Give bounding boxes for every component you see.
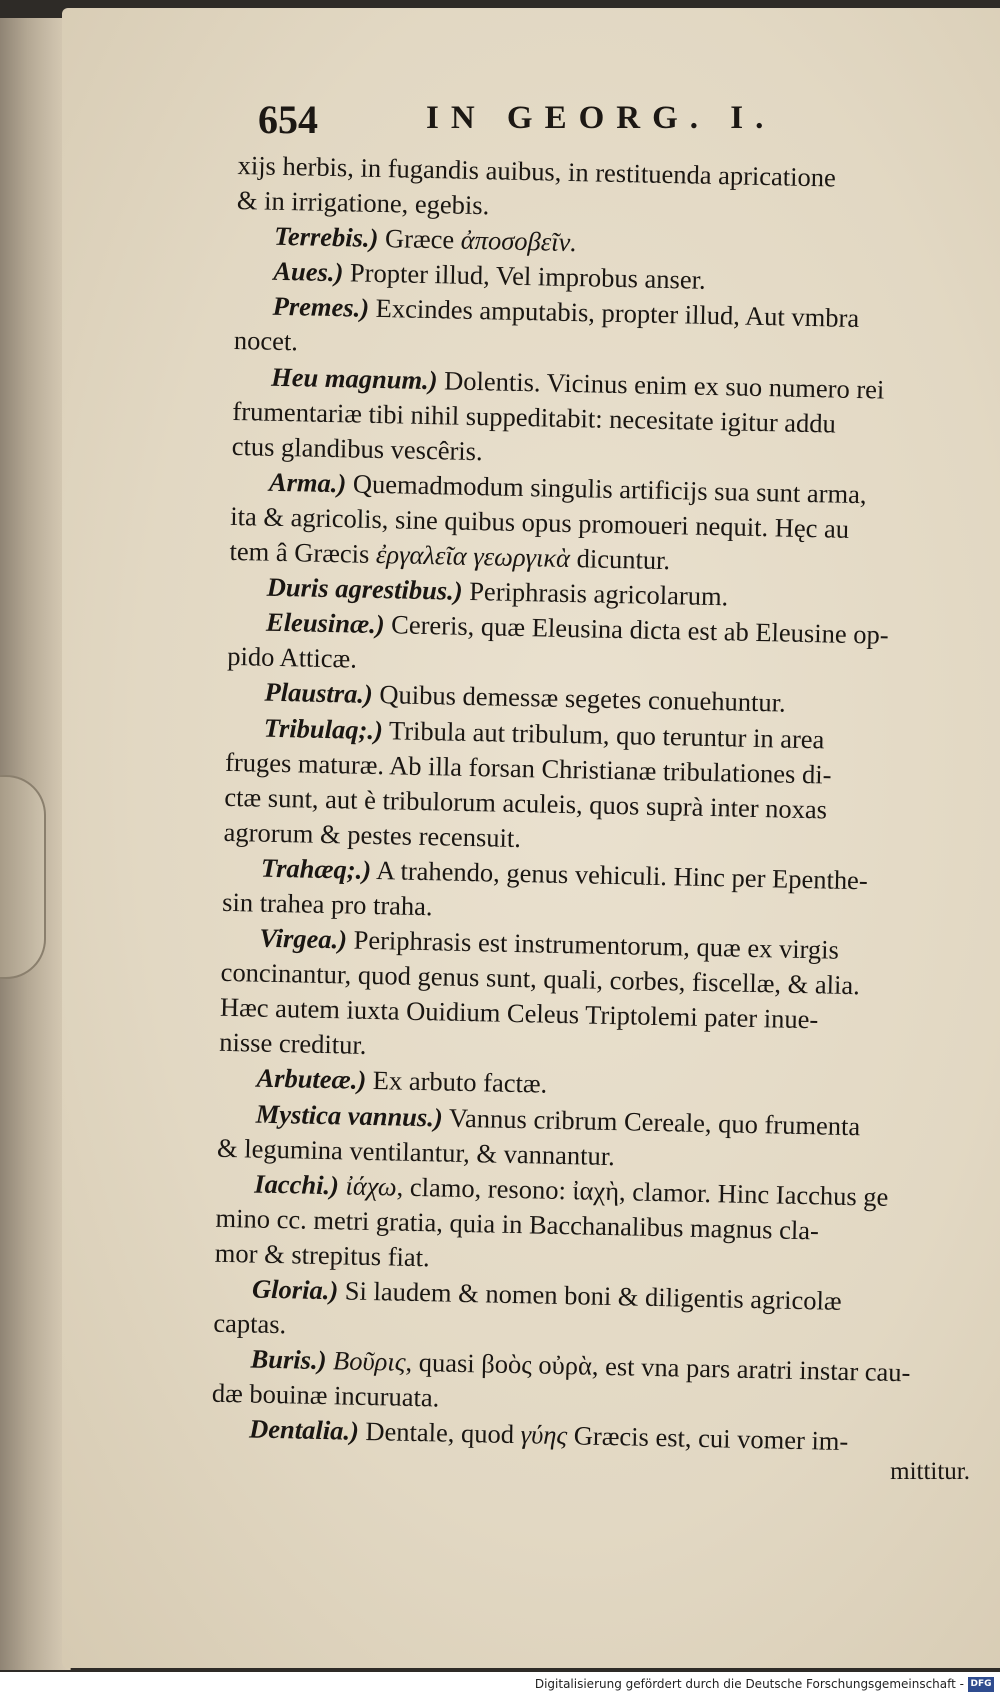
dfg-logo: DFG [968, 1677, 994, 1692]
greek-term: ἰάχω [345, 1170, 397, 1202]
line-text: & in irrigatione, egebis. [236, 185, 490, 221]
line-text: dæ bouinæ incuruata. [211, 1378, 440, 1413]
greek-term: ἀποσοβεῖν. [460, 224, 578, 258]
line-text: agrorum & pestes recensuit. [223, 816, 522, 853]
line-text: Tribula aut tribulum, quo teruntur in area [382, 714, 825, 754]
lemma: Plaustra.) [264, 677, 374, 710]
digitization-footer [0, 1672, 1000, 1699]
line-text-continued: dicuntur. [569, 543, 671, 576]
lemma: Premes.) [272, 291, 370, 324]
line-text: Quibus demessæ segetes conuehuntur. [372, 679, 786, 718]
line-text: Cereris, quæ Eleusina dicta est ab Eleusine op- [384, 609, 889, 650]
line-text-continued: Græcis est, cui vomer im- [566, 1420, 849, 1457]
lemma: Heu magnum.) [270, 361, 438, 395]
page-header [258, 96, 858, 146]
running-title: IN GEORG. I. [426, 100, 776, 136]
line-text: concinantur, quod genus sunt, quali, corbes, fiscellæ, & alia. [220, 956, 861, 1001]
greek-term: ἐργαλεῖα γεωργικὰ [375, 539, 571, 574]
line-text: frumentariæ tibi nihil suppeditabit: necesitate igitur addu [232, 395, 837, 439]
line-text: mino cc. metri gratia, quia in Bacchanalibus magnus cla- [215, 1202, 820, 1246]
line-text: Si laudem & nomen boni & diligentis agricolæ [337, 1275, 842, 1316]
line-text-continued: , quasi βοὸς οὐρὰ, est vna pars aratri instar cau- [405, 1346, 911, 1388]
line-text: Vannus cribrum Cereale, quo frumenta [442, 1102, 861, 1141]
line-text: tem â Græcis [229, 535, 377, 570]
line-text: & legumina ventilantur, & vannantur. [216, 1132, 616, 1171]
line-text: xijs herbis, in fugandis auibus, in restituenda apricatione [237, 149, 837, 193]
line-text-continued: , clamo, resono: ἰαχὴ, clamor. Hinc Iacchus ge [396, 1171, 889, 1212]
lemma: Trahæq;.) [260, 852, 372, 885]
catchword: mittitur. [890, 1458, 970, 1485]
line-text: Excindes amputabis, propter illud, Aut vmbra [368, 293, 860, 334]
lemma: Buris.) [250, 1343, 327, 1376]
line-text: mor & strepitus fiat. [214, 1237, 431, 1273]
line-text: Periphrasis agricolarum. [462, 575, 729, 612]
lemma: Eleusinæ.) [265, 606, 385, 640]
line-text: captas. [213, 1307, 287, 1340]
lemma: Arma.) [268, 466, 347, 499]
lemma: Aues.) [273, 256, 344, 288]
lemma: Duris agrestibus.) [266, 571, 463, 606]
page-number: 654 [258, 97, 318, 142]
line-text: Ex arbuto factæ. [365, 1065, 548, 1100]
line-text: nisse creditur. [218, 1027, 367, 1061]
lemma: Tribulaq;.) [263, 712, 384, 745]
line-text: fruges maturæ. Ab illa forsan Christianæ tribulationes di- [224, 746, 832, 790]
lemma: Iacchi.) [254, 1168, 340, 1201]
book-clasp [0, 775, 46, 979]
line-text: Quemadmodum singulis artificijs sua sunt arma, [346, 468, 867, 510]
greek-term: Βοῦρις [332, 1345, 406, 1377]
line-text: Propter illud, Vel improbus anser. [343, 257, 706, 296]
line-text: ctæ sunt, aut è tribulorum aculeis, quos suprà inter noxas [224, 781, 828, 825]
lemma: Terrebis.) [273, 220, 379, 254]
line-text: ita & agricolis, sine quibus opus promoueri nequit. Hęc au [229, 500, 850, 544]
line-text: sin trahea pro traha. [221, 886, 433, 922]
line-text: ctus glandibus vescêris. [231, 430, 483, 466]
line-text: Dolentis. Vicinus enim ex suo numero rei [437, 364, 885, 405]
funding-credit: Digitalisierung gefördert durch die Deutsche Forschungsgemeinschaft - [534, 1677, 964, 1691]
line-text: Dentale, quod [358, 1416, 522, 1450]
line-text: nocet. [233, 325, 299, 357]
lemma: Dentalia.) [248, 1413, 360, 1447]
line-text: Hæc autem iuxta Ouidium Celeus Triptolemi pater inue- [219, 992, 819, 1035]
commentary-text [211, 148, 968, 1461]
line-text: pido Atticæ. [227, 641, 358, 674]
lemma: Mystica vannus.) [255, 1098, 444, 1133]
line-text: A trahendo, genus vehiculi. Hinc per Epenthe- [370, 854, 869, 896]
lemma: Virgea.) [259, 922, 348, 955]
lemma: Arbuteæ.) [256, 1063, 367, 1096]
line-text: Græce [378, 223, 462, 255]
lemma: Gloria.) [251, 1273, 339, 1306]
greek-term: γύης [520, 1419, 568, 1451]
line-text: Periphrasis est instrumentorum, quæ ex virgis [346, 924, 840, 965]
